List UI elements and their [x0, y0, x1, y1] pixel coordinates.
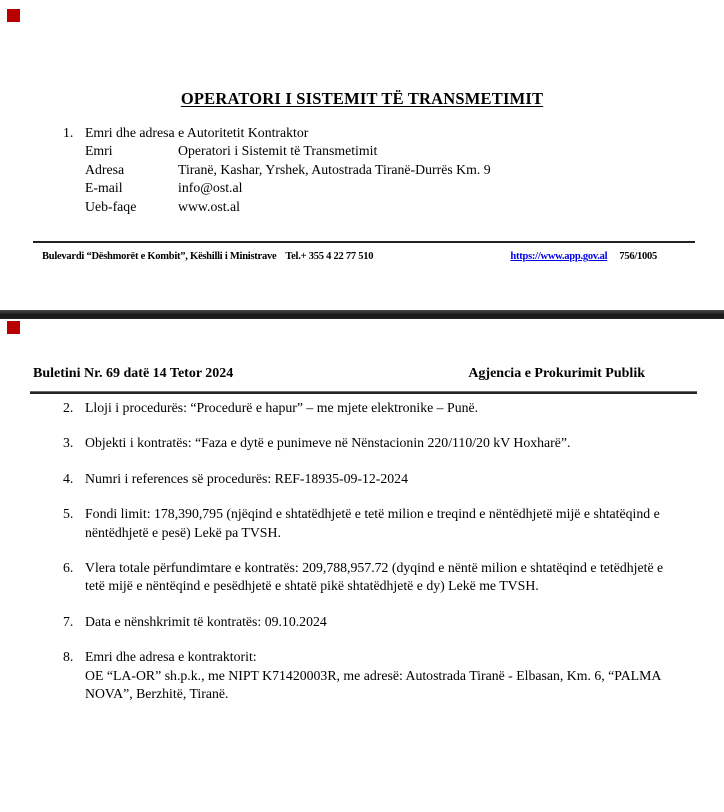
- detail-label: E-mail: [85, 180, 123, 196]
- item-number: 6.: [63, 560, 74, 576]
- item-text: [85, 648, 686, 703]
- list-item: [63, 613, 688, 631]
- list-item: [63, 648, 688, 703]
- footer-phone: Tel.+ 355 4 22 77 510: [285, 251, 374, 262]
- page-break-band: [0, 310, 724, 319]
- item-text: [85, 470, 686, 488]
- list-item: [63, 470, 688, 488]
- authority-detail-row: [63, 142, 683, 160]
- detail-label: Ueb-faqe: [85, 198, 137, 214]
- detail-value: www.ost.al: [178, 198, 240, 214]
- item-number: 5.: [63, 506, 74, 522]
- list-item: [63, 505, 688, 542]
- list-item: [63, 559, 688, 596]
- item-number: 7.: [63, 613, 74, 629]
- pdf-annotation-marker-page1[interactable]: [7, 9, 20, 22]
- footer-address: Bulevardi “Dëshmorët e Kombit”, Këshilli i Ministrave: [42, 251, 277, 262]
- page1-footer-divider: [33, 241, 695, 243]
- item-text: [85, 505, 686, 542]
- footer-link[interactable]: https://www.app.gov.al: [510, 251, 608, 262]
- detail-value: info@ost.al: [178, 180, 243, 196]
- item-text: [85, 434, 686, 452]
- detail-label: Emri: [85, 143, 113, 159]
- item-text-line: Numri i references së procedurës: REF-18935-09-12-2024: [85, 470, 408, 486]
- item-text-line: Lloji i procedurës: “Procedurë e hapur” – me mjete elektronike – Punë.: [85, 400, 479, 415]
- detail-label: Adresa: [85, 161, 125, 177]
- item-text: Emri dhe adresa e Autoritetit Kontraktor: [85, 125, 309, 140]
- procedure-details-list: [63, 399, 688, 737]
- page2-header-divider: [30, 391, 697, 394]
- list-item: [63, 399, 688, 417]
- item-text-line: Data e nënshkrimit të kontratës: 09.10.2024: [85, 613, 327, 629]
- page2-header: [33, 366, 645, 382]
- page1-footer: [42, 251, 657, 262]
- pdf-annotation-marker-page2[interactable]: [7, 321, 20, 334]
- authority-detail-row: [63, 179, 683, 197]
- item-text-line: Vlera totale përfundimtare e kontratës: 209,788,957.72 (dyqind e nëntë milion e shtatëqind e tetëdhjetë e tetë mijë e nëntëqind e pesëdhjetë e shtatë pikë shtatëdhjetë e dy) Lekë me TVSH.: [85, 560, 664, 594]
- bulletin-title: Buletini Nr. 69 datë 14 Tetor 2024: [33, 366, 234, 381]
- document-title: OPERATORI I SISTEMIT TË TRANSMETIMIT: [180, 89, 544, 108]
- detail-value: Tiranë, Kashar, Yrshek, Autostrada Tiranë-Durrës Km. 9: [178, 161, 491, 177]
- item-text-line: Emri dhe adresa e kontraktorit:: [85, 649, 257, 665]
- item-text-extra: OE “LA-OR” sh.p.k., me NIPT K71420003R, me adresë: Autostrada Tiranë - Elbasan, Km. 6, “PALMA NOVA”, Berzhitë, Tiranë.: [85, 667, 661, 702]
- item-text: [85, 559, 686, 596]
- authority-detail-row: [63, 161, 683, 179]
- agency-name: Agjencia e Prokurimit Publik: [468, 366, 645, 381]
- item-number: 8.: [63, 649, 74, 665]
- item-number: 3.: [63, 435, 74, 451]
- item-number: 1.: [63, 125, 74, 140]
- item-text: [85, 613, 686, 631]
- item-text-line: Objekti i kontratës: “Faza e dytë e punimeve në Nënstacionin 220/110/20 kV Hoxharë”.: [85, 435, 571, 451]
- item-text: [85, 399, 686, 417]
- item-text-line: Fondi limit: 178,390,795 (njëqind e shtatëdhjetë e tetë milion e treqind e nëntëdhjetë mijë e shtatëqind e nëntëdhjetë e pesë) Lekë pa TVSH.: [85, 506, 660, 540]
- footer-page-number: 756/1005: [619, 251, 657, 262]
- list-item: [63, 434, 688, 452]
- list-item-heading: [63, 124, 683, 142]
- authority-detail-row: [63, 198, 683, 216]
- contracting-authority-section: [63, 124, 683, 216]
- item-number: 4.: [63, 470, 74, 486]
- item-number: 2.: [63, 400, 74, 415]
- detail-value: Operatori i Sistemit të Transmetimit: [178, 143, 378, 159]
